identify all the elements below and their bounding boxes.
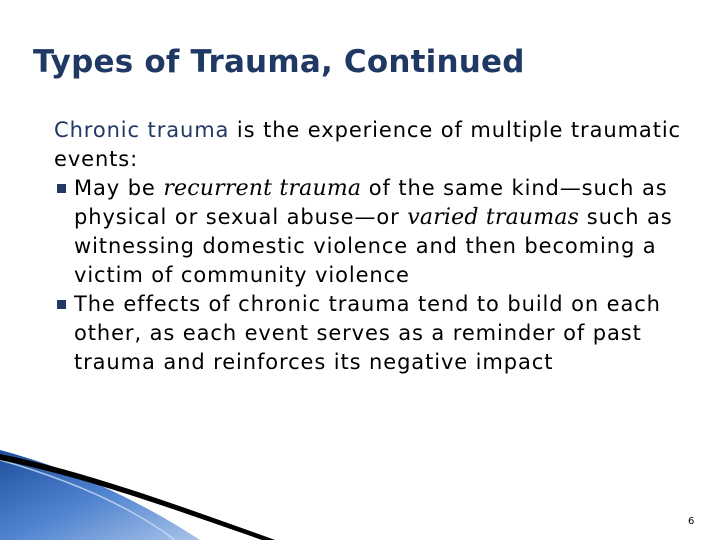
intro-text: is the experience of multiple traumatic events: [54,118,682,171]
bullet-text: The effects of chronic trauma tend to build on each other, as each event serves as a reminder of past trauma and reinforces its negative impact [74,292,661,374]
intro-paragraph [54,116,714,174]
square-bullet-icon [57,300,66,309]
bullet-text: May be [74,176,164,200]
slide-body [54,116,714,377]
chronic-trauma-term: Chronic trauma [54,118,230,142]
bullet-text: of the same kind—such as physical or sexual abuse—or [74,176,668,229]
varied-traumas-term: varied traumas [407,205,580,230]
bullet-text: such as witnessing domestic violence and then becoming a victim of community violence [74,205,673,287]
bullet-list [54,174,714,377]
square-bullet-icon [57,184,66,193]
slide-title: Types of Trauma, Continued [33,44,525,80]
bullet-item-effects [54,290,714,377]
bullet-item-recurrent [54,174,714,290]
page-number: 6 [688,516,695,527]
recurrent-trauma-term: recurrent trauma [163,176,362,201]
blue-swoosh-decoration [0,440,300,540]
